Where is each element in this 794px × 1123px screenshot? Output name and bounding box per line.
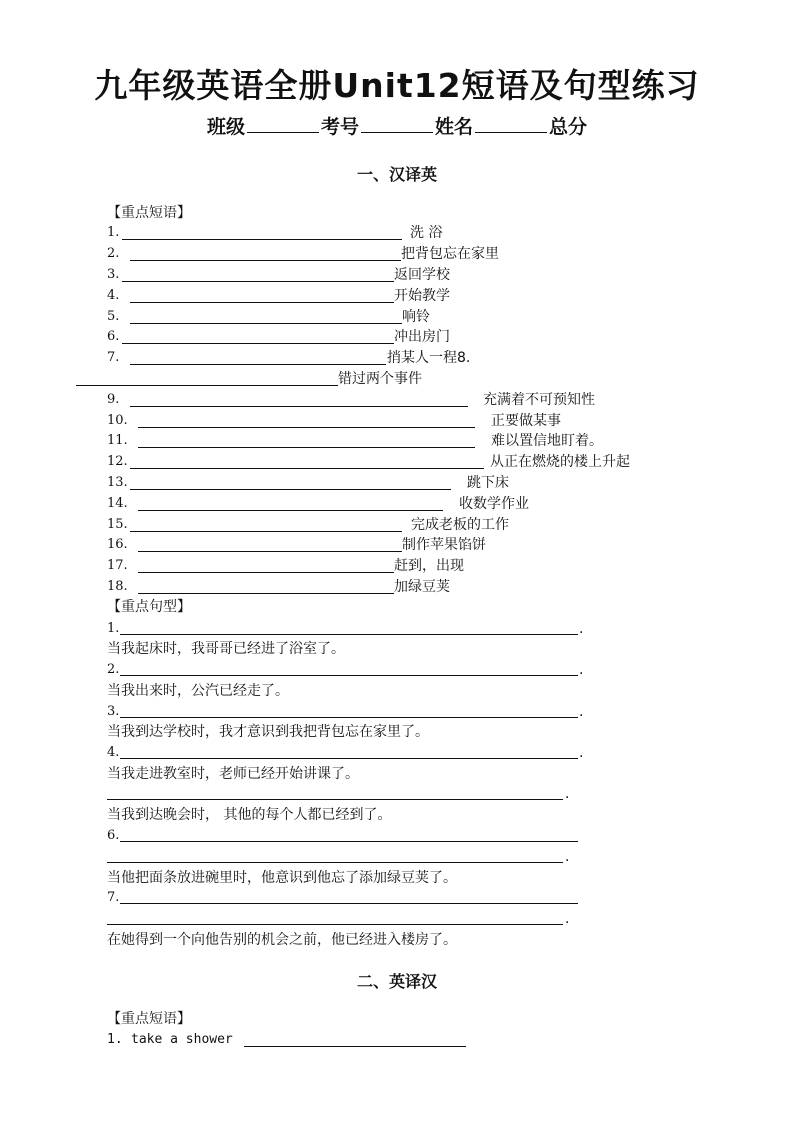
answer-blank[interactable] — [122, 281, 394, 282]
exam-number-label: 考号 — [320, 116, 359, 138]
answer-blank[interactable] — [130, 406, 468, 407]
sentence-number: 7. — [107, 890, 120, 905]
phrase-number: 2. — [107, 246, 120, 261]
phrase-number: 10. — [107, 413, 128, 428]
phrase-chinese: 开始教学 — [394, 288, 450, 304]
key-sentences-label: 【重点句型】 — [107, 599, 191, 615]
answer-blank[interactable] — [76, 385, 338, 386]
sentence-chinese: 当我出来时，公汽已经走了。 — [107, 683, 289, 699]
sentence-period: . — [579, 621, 584, 637]
key-phrases-label: 【重点短语】 — [107, 1011, 191, 1027]
answer-blank[interactable] — [107, 924, 563, 925]
sentence-period: . — [579, 662, 584, 678]
phrase-number: 14. — [107, 496, 128, 511]
answer-blank[interactable] — [130, 468, 484, 469]
answer-blank[interactable] — [138, 427, 475, 428]
sentence-period: . — [579, 704, 584, 720]
phrase-number: 1. — [107, 1032, 123, 1047]
exam-number-blank[interactable] — [361, 115, 433, 133]
sentence-chinese: 当我起床时，我哥哥已经进了浴室了。 — [107, 641, 345, 657]
section-heading: 一、汉译英 — [356, 165, 437, 184]
answer-blank[interactable] — [130, 260, 401, 261]
phrase-chinese: 难以置信地盯着。 — [491, 433, 603, 449]
phrase-chinese: 响铃 — [402, 309, 430, 325]
phrase-number: 6. — [107, 329, 120, 344]
class-label: 班级 — [206, 116, 245, 138]
sentence-chinese: 当我到达晚会时， 其他的每个人都已经到了。 — [107, 807, 392, 823]
answer-blank[interactable] — [130, 364, 386, 365]
phrase-number: 3. — [107, 267, 120, 282]
answer-blank[interactable] — [138, 510, 443, 511]
phrase-number: 1. — [107, 225, 120, 240]
phrase-number: 5. — [107, 309, 120, 324]
class-blank[interactable] — [247, 115, 319, 133]
sentence-number: 1. — [107, 621, 120, 636]
phrase-chinese: 制作苹果馅饼 — [402, 537, 486, 553]
name-label: 姓名 — [435, 116, 474, 138]
phrase-number: 17. — [107, 558, 128, 573]
phrase-chinese: 收数学作业 — [459, 496, 529, 512]
answer-blank[interactable] — [130, 302, 394, 303]
page-title: 九年级英语全册Unit12短语及句型练习 — [94, 66, 700, 105]
answer-blank[interactable] — [122, 343, 394, 344]
sentence-chinese: 当他把面条放进碗里时，他意识到他忘了添加绿豆荚了。 — [107, 870, 457, 886]
phrase-chinese: 把背包忘在家里 — [401, 246, 499, 262]
phrase-number: 12. — [107, 454, 128, 469]
phrase-chinese: 冲出房门 — [394, 329, 450, 345]
sentence-period: . — [565, 786, 570, 802]
phrase-chinese: 返回学校 — [394, 267, 450, 283]
answer-blank[interactable] — [130, 531, 402, 532]
phrase-chinese: 充满着不可预知性 — [483, 392, 595, 408]
answer-blank[interactable] — [138, 593, 394, 594]
phrase-number: 7. — [107, 350, 120, 365]
phrase-chinese: 完成老板的工作 — [411, 517, 509, 533]
sentence-chinese: 当我到达学校时，我才意识到我把背包忘在家里了。 — [107, 724, 429, 740]
answer-blank[interactable] — [122, 239, 402, 240]
phrase-number: 4. — [107, 288, 120, 303]
phrase-chinese: 赶到，出现 — [394, 558, 464, 574]
phrase-chinese: 从正在燃烧的楼上升起 — [490, 454, 630, 470]
answer-blank[interactable] — [120, 841, 578, 842]
phrase-chinese: 错过两个事件 — [338, 371, 422, 387]
key-phrases-label: 【重点短语】 — [107, 205, 191, 221]
sentence-period: . — [565, 849, 570, 865]
phrase-number: 16. — [107, 537, 128, 552]
answer-blank[interactable] — [138, 551, 402, 552]
answer-blank[interactable] — [120, 717, 578, 718]
sentence-chinese: 在她得到一个向他告别的机会之前，他已经进入楼房了。 — [107, 932, 457, 948]
phrase-chinese: 捎某人一程8. — [387, 350, 471, 366]
answer-blank[interactable] — [138, 572, 394, 573]
answer-blank[interactable] — [244, 1046, 466, 1047]
phrase-chinese: 正要做某事 — [491, 413, 561, 429]
section-heading: 二、英译汉 — [356, 972, 437, 991]
phrase-english: take a shower — [131, 1032, 233, 1047]
phrase-number: 13. — [107, 475, 128, 490]
answer-blank[interactable] — [120, 675, 578, 676]
name-blank[interactable] — [475, 115, 547, 133]
answer-blank[interactable] — [107, 862, 563, 863]
phrase-number: 18. — [107, 579, 128, 594]
score-label: 总分 — [549, 116, 588, 138]
phrase-number: 11. — [107, 433, 128, 448]
phrase-chinese: 洗 浴 — [410, 225, 443, 241]
answer-blank[interactable] — [138, 447, 475, 448]
sentence-chinese: 当我走进教室时，老师已经开始讲课了。 — [107, 766, 359, 782]
phrase-number: 9. — [107, 392, 120, 407]
answer-blank[interactable] — [120, 758, 578, 759]
sentence-number: 2. — [107, 662, 120, 677]
phrase-chinese: 加绿豆荚 — [394, 579, 450, 595]
sentence-period: . — [579, 745, 584, 761]
answer-blank[interactable] — [130, 489, 451, 490]
sentence-number: 6. — [107, 828, 120, 843]
sentence-period: . — [565, 911, 570, 927]
student-info-line — [0, 112, 794, 139]
phrase-chinese: 跳下床 — [467, 475, 509, 491]
answer-blank[interactable] — [130, 323, 402, 324]
sentence-number: 4. — [107, 745, 120, 760]
phrase-number: 15. — [107, 517, 128, 532]
answer-blank[interactable] — [107, 799, 563, 800]
answer-blank[interactable] — [120, 903, 578, 904]
sentence-number: 3. — [107, 704, 120, 719]
answer-blank[interactable] — [120, 634, 578, 635]
